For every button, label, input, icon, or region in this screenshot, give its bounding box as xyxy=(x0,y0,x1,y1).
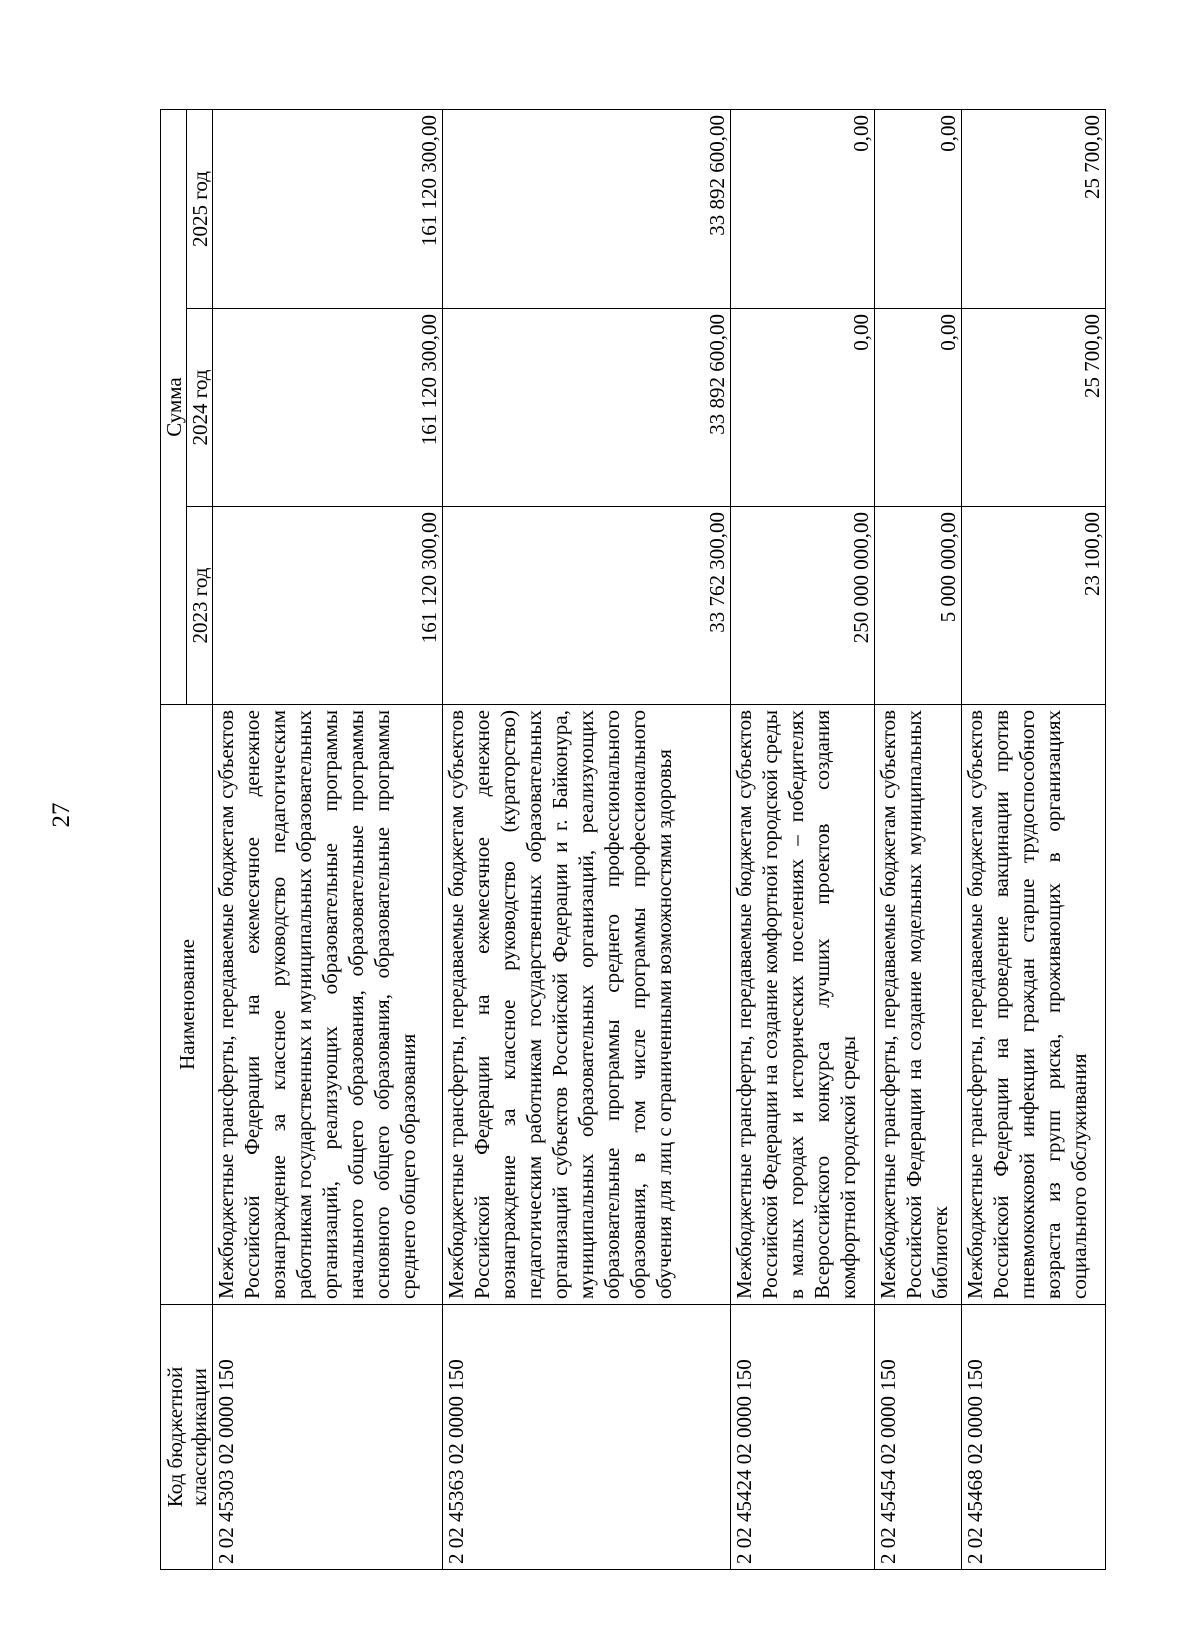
row-name: Межбюджетные трансферты, передаваемые бюджетам субъектов Российской Федерации на проведение вакцинации против пневмококковой инфекции граждан старше трудоспособного возраста из групп риска, проживающих в организациях социального обслуживания xyxy=(961,705,1105,1305)
header-sum: Сумма xyxy=(161,109,187,704)
amount-2024: 33 892 600,00 xyxy=(442,309,730,507)
budget-table xyxy=(160,109,1106,1570)
budget-code: 2 02 45454 02 0000 150 xyxy=(875,1305,962,1570)
amount-2023: 33 762 300,00 xyxy=(442,507,730,705)
table-row xyxy=(213,109,443,1569)
amount-2025: 0,00 xyxy=(875,109,962,308)
amount-2023: 161 120 300,00 xyxy=(213,507,443,705)
budget-code: 2 02 45303 02 0000 150 xyxy=(213,1305,443,1570)
amount-2023: 5 000 000,00 xyxy=(875,507,962,705)
amount-2024: 0,00 xyxy=(875,309,962,507)
amount-2023: 250 000 000,00 xyxy=(731,507,875,705)
budget-code: 2 02 45424 02 0000 150 xyxy=(731,1305,875,1570)
budget-code: 2 02 45363 02 0000 150 xyxy=(442,1305,730,1570)
amount-2025: 33 892 600,00 xyxy=(442,109,730,308)
header-year-2025: 2025 год xyxy=(187,109,213,308)
header-name: Наименование xyxy=(161,705,213,1305)
amount-2024: 0,00 xyxy=(731,309,875,507)
table-row xyxy=(731,109,875,1569)
budget-table-rotated xyxy=(160,110,1106,1570)
header-year-2023: 2023 год xyxy=(187,507,213,705)
row-name: Межбюджетные трансферты, передаваемые бюджетам субъектов Российской Федерации на создание модельных муниципальных библиотек xyxy=(875,705,962,1305)
row-name: Межбюджетные трансферты, передаваемые бюджетам субъектов Российской Федерации на создание комфортной городской среды в малых городах и исторических поселениях – победителях Всероссийского конкурса лучших проектов создания комфортной городской среды xyxy=(731,705,875,1305)
table-row xyxy=(961,109,1105,1569)
page-number: 27 xyxy=(48,802,75,828)
row-name: Межбюджетные трансферты, передаваемые бюджетам субъектов Российской Федерации на ежемесячное денежное вознаграждение за классное руководство (кураторство) педагогическим работникам государственных образовательных организаций субъектов Российской Федерации и г. Байконура, муниципальных образовательных организаций, реализующих образовательные программы среднего профессионального образования, в том числе программы профессионального обучения для лиц с ограниченными возможностями здоровья xyxy=(442,705,730,1305)
amount-2023: 23 100,00 xyxy=(961,507,1105,705)
row-name: Межбюджетные трансферты, передаваемые бюджетам субъектов Российской Федерации на ежемесячное денежное вознаграждение за классное руководство педагогическим работникам государственных и муниципальных образовательных организаций, реализующих образовательные программы начального общего образования, образовательные программы основного общего образования, образовательные программы среднего общего образования xyxy=(213,705,443,1305)
budget-code: 2 02 45468 02 0000 150 xyxy=(961,1305,1105,1570)
amount-2025: 0,00 xyxy=(731,109,875,308)
header-year-2024: 2024 год xyxy=(187,309,213,507)
table-row xyxy=(442,109,730,1569)
header-code: Код бюджетной классификации xyxy=(161,1305,213,1570)
table-row xyxy=(875,109,962,1569)
amount-2024: 161 120 300,00 xyxy=(213,309,443,507)
amount-2025: 161 120 300,00 xyxy=(213,109,443,308)
amount-2025: 25 700,00 xyxy=(961,109,1105,308)
amount-2024: 25 700,00 xyxy=(961,309,1105,507)
